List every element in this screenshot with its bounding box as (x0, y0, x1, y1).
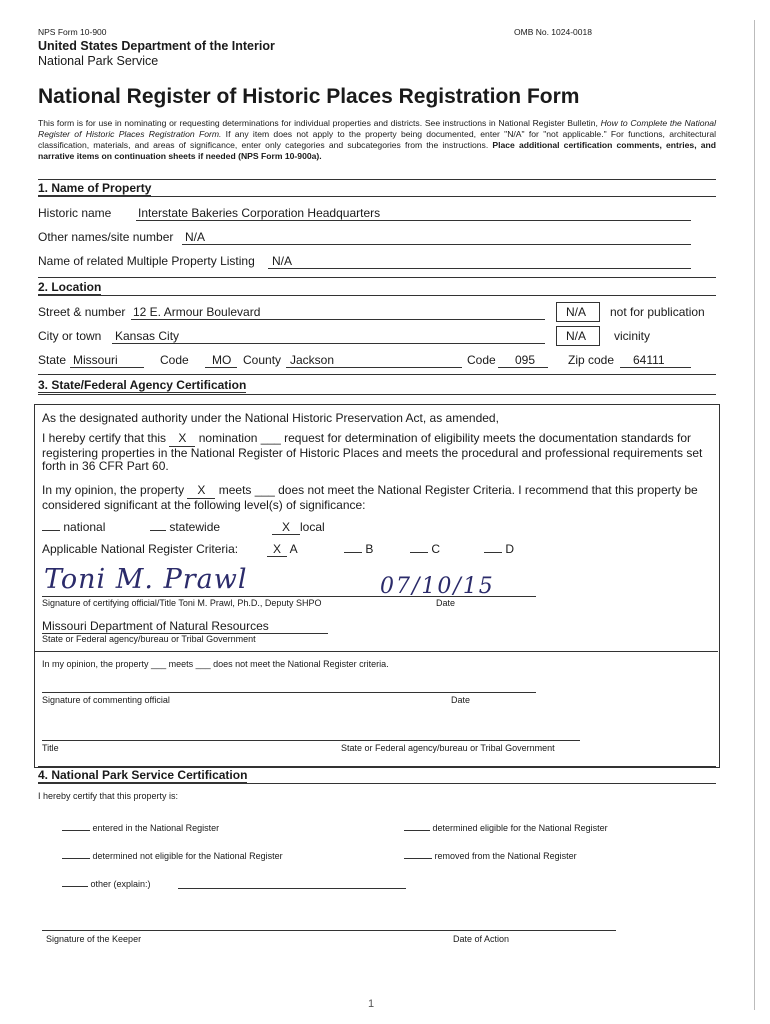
opinion-paragraph: In my opinion, the property X meets ___ does not meet the National Register Criteria. I recommend that this property be considered significant at the following level(s) of significance: (42, 483, 698, 512)
vicinity-value[interactable]: N/A (566, 329, 587, 343)
level-national[interactable]: national (42, 520, 105, 534)
certifying-signature: Toni M. Prawl (44, 564, 248, 595)
street-value[interactable]: 12 E. Armour Boulevard (133, 305, 261, 319)
keeper-signature-label: Signature of the Keeper (46, 934, 142, 944)
intro-bold: Place additional certification comments, entries, and narrative items on continuation sheets if needed (NPS Form 10-900a). (38, 140, 717, 161)
date-label: Date (436, 598, 456, 608)
section-4-heading: 4. National Park Service Certification (38, 768, 248, 782)
level-local[interactable]: X local (272, 520, 325, 535)
nps-certify-text: I hereby certify that this property is: (38, 791, 179, 801)
section-3-heading: 3. State/Federal Agency Certification (38, 378, 247, 392)
street-label: Street & number (38, 305, 126, 319)
county-value[interactable]: Jackson (290, 353, 335, 367)
entered-option[interactable]: entered in the National Register (62, 823, 219, 833)
service-name: National Park Service (38, 54, 159, 68)
historic-name-value[interactable]: Interstate Bakeries Corporation Headquarters (138, 206, 381, 220)
meets-check[interactable]: X (187, 484, 215, 499)
intro-paragraph (38, 118, 716, 162)
not-for-publication-value[interactable]: N/A (566, 305, 587, 319)
zip-label: Zip code (568, 353, 615, 367)
commenting-date-label: Date (451, 695, 471, 705)
other-names-label: Other names/site number (38, 230, 174, 244)
intro-text-1: This form is for use in nominating or requesting determinations for individual properties and districts. See instructions in National Register Bulletin, (38, 118, 601, 128)
date-of-action-label: Date of Action (453, 934, 510, 944)
county-label: County (243, 353, 282, 367)
criteria-a[interactable]: X A (267, 542, 298, 557)
state-label: State (38, 353, 67, 367)
authority-text: As the designated authority under the National Historic Preservation Act, as amended, (42, 411, 499, 425)
intro-italic: How to Complete the National Register of Historic Places Registration Form. (38, 118, 716, 139)
mpl-value[interactable]: N/A (272, 254, 293, 268)
commenting-opinion: In my opinion, the property ___ meets ___ does not meet the National Register criteria. (42, 659, 389, 669)
section-2-heading: 2. Location (38, 280, 102, 294)
state-value[interactable]: Missouri (73, 353, 118, 367)
title-agency-label: State or Federal agency/bureau or Tribal Government (341, 743, 555, 753)
title-label: Title (42, 743, 59, 753)
form-number: NPS Form 10-900 (38, 27, 107, 37)
criteria-label: Applicable National Register Criteria: (42, 542, 239, 556)
city-label: City or town (38, 329, 102, 343)
section-1-heading: 1. Name of Property (38, 181, 152, 195)
not-for-publication-label: not for publication (610, 305, 705, 319)
signature-label: Signature of certifying official/Title Toni M. Prawl, Ph.D., Deputy SHPO (42, 598, 322, 608)
certify-paragraph: I hereby certify that this X nomination ___ request for determination of eligibility meets the documentation standards for registering properties in the National Register of Historic Places and meets the procedural and professional requirements set forth in 36 CFR Part 60. (42, 431, 703, 473)
criteria-d[interactable]: D (484, 542, 514, 556)
county-code-label: Code (467, 353, 496, 367)
agency-value: Missouri Department of Natural Resources (42, 619, 269, 633)
zip-value[interactable]: 64111 (633, 353, 665, 367)
other-option[interactable]: other (explain:) (62, 879, 151, 889)
page-title: National Register of Historic Places Registration Form (38, 85, 580, 108)
nomination-check[interactable]: X (169, 432, 195, 447)
state-code-label: Code (160, 353, 189, 367)
omb-number: OMB No. 1024-0018 (514, 27, 592, 37)
state-code-value[interactable]: MO (212, 353, 232, 367)
city-value[interactable]: Kansas City (115, 329, 180, 343)
determined-not-eligible-option[interactable]: determined not eligible for the National Register (62, 851, 283, 861)
level-statewide[interactable]: statewide (150, 520, 220, 534)
other-names-value[interactable]: N/A (185, 230, 206, 244)
removed-option[interactable]: removed from the National Register (404, 851, 577, 861)
historic-name-label: Historic name (38, 206, 112, 220)
criteria-c[interactable]: C (410, 542, 440, 556)
determined-eligible-option[interactable]: determined eligible for the National Register (404, 823, 608, 833)
department-name: United States Department of the Interior (38, 39, 275, 53)
intro-text-2: If any item does not apply to the property being documented, enter "N/A" for "not applicable." For functions, architectural classification, materials, and areas of significance, enter only categories and subcategories from the instructions. (38, 129, 717, 150)
page-number: 1 (368, 998, 375, 1010)
criteria-b[interactable]: B (344, 542, 373, 556)
mpl-label: Name of related Multiple Property Listing (38, 254, 255, 268)
county-code-value[interactable]: 095 (515, 353, 536, 367)
certifying-date: 07/10/15 (380, 574, 495, 599)
vicinity-label: vicinity (614, 329, 651, 343)
commenting-signature-label: Signature of commenting official (42, 695, 170, 705)
agency-label: State or Federal agency/bureau or Tribal Government (42, 634, 256, 644)
